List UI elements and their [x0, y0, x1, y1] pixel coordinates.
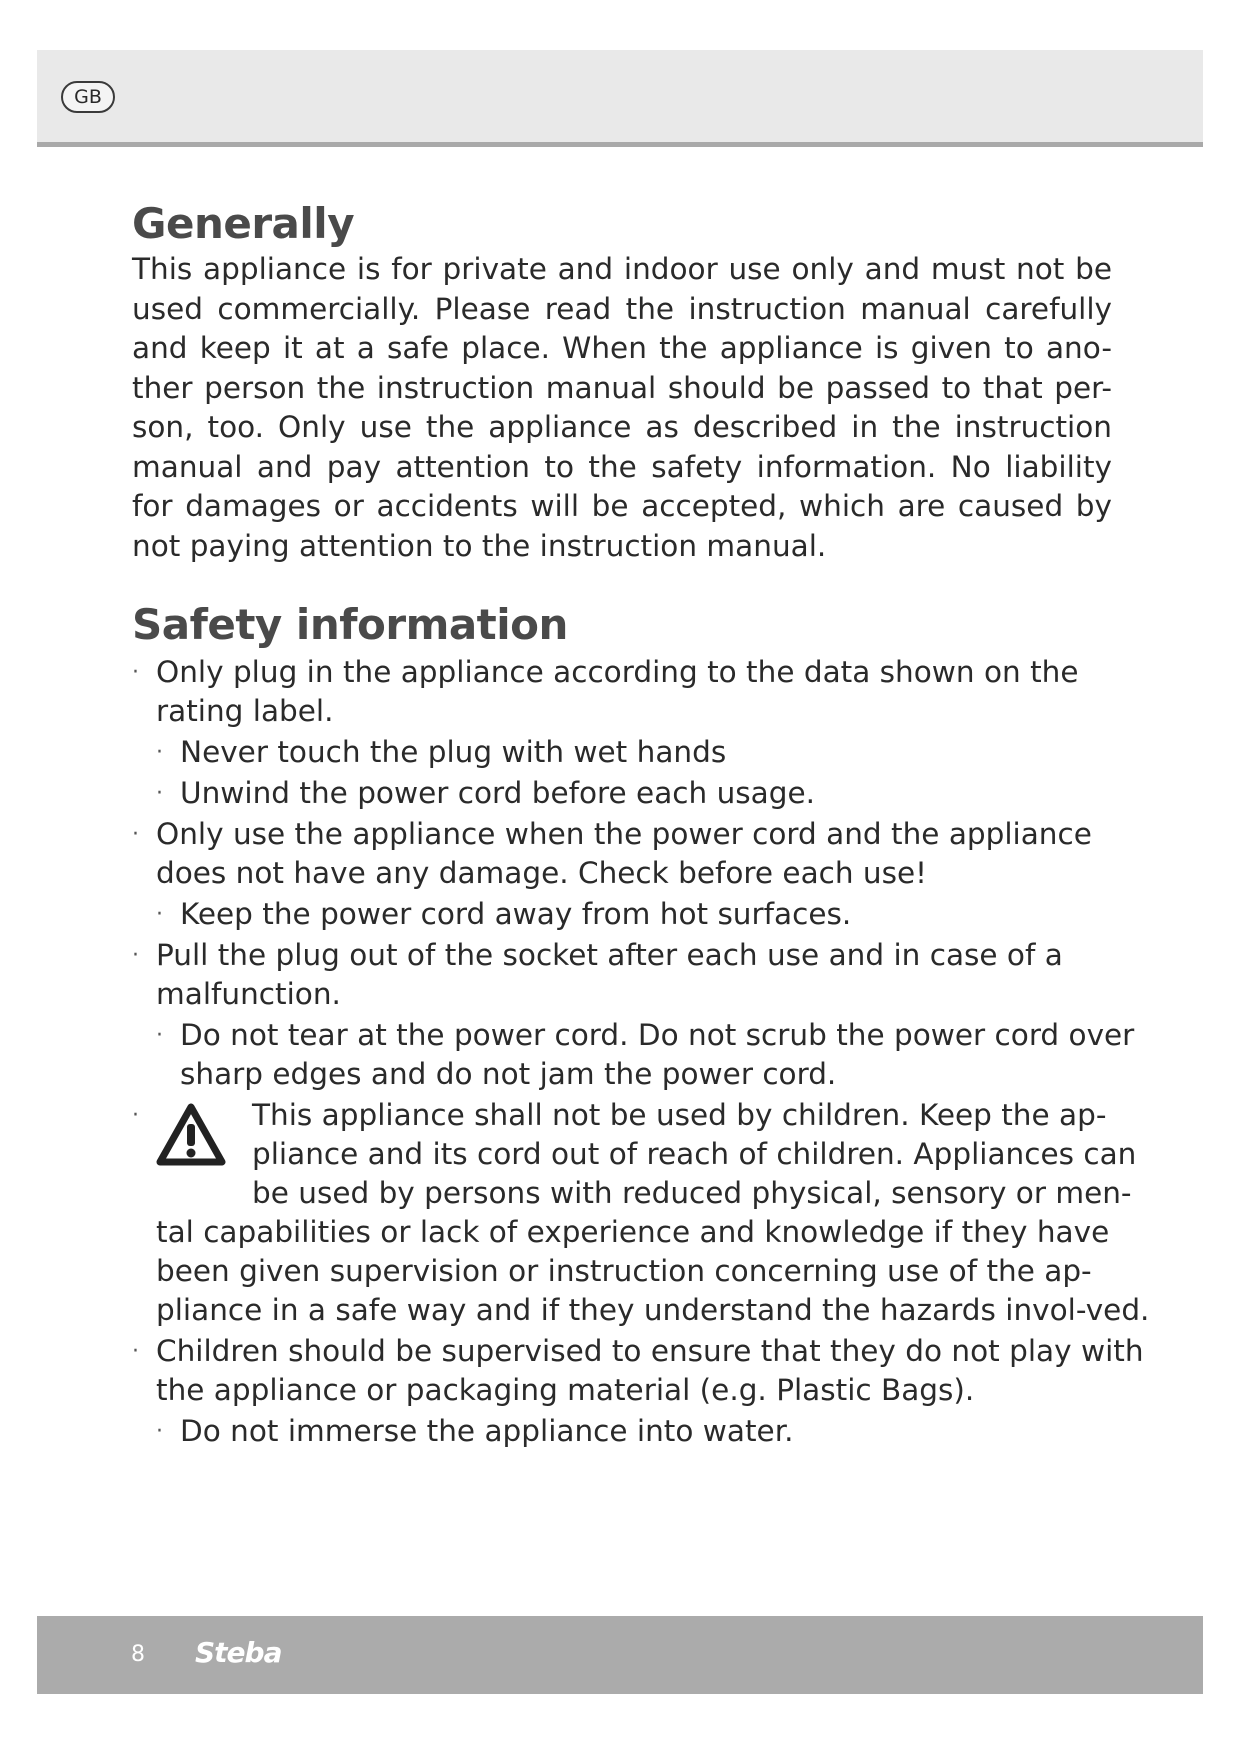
list-item: · Do not tear at the power cord. Do not scrub the power cord over sharp edges and do not jam the power cord.: [156, 1018, 1135, 1091]
list-item: · Pull the plug out of the socket after each use and in case of a malfunction.: [132, 938, 1063, 1011]
list-item: · Unwind the power cord before each usage.: [156, 776, 815, 810]
footer-band: [37, 1616, 1203, 1694]
header-band: [37, 50, 1203, 147]
brand-logo: Steba: [195, 1636, 282, 1669]
list-item: · Only plug in the appliance according to the data shown on the rating label.: [132, 655, 1079, 728]
list-item: · Never touch the plug with wet hands: [156, 735, 727, 769]
list-item: · Do not immerse the appliance into water.: [156, 1414, 794, 1448]
list-item-warning: · This appliance shall not be used by children. Keep the ap-pliance and its cord out of reach of children. Appliances can be used by persons with reduced physical, sensory or men-tal capabilities or lack of experience and knowledge if they have been given supervision or instruction concerning use of the ap-pliance in a safe way and if they understand the hazards invol-ved.: [132, 1098, 1150, 1327]
generally-paragraph: This appliance is for private and indoor use only and must not be used commercially. Please read the instruction manual carefully and keep it at a safe place. When the appliance is given to ano-ther person the instruction manual should be passed to that per-son, too. Only use the appliance as described in the instruction manual and pay attention to the safety information. No liability for damages or accidents will be accepted, which are caused by not paying attention to the instruction manual.: [132, 252, 1112, 563]
page-number: 8: [131, 1642, 145, 1667]
list-item: · Only use the appliance when the power cord and the appliance does not have any damage. Check before each use!: [132, 817, 1092, 890]
section-title-generally: Generally: [132, 199, 355, 248]
list-item: · Keep the power cord away from hot surfaces.: [156, 897, 852, 931]
page-content: [132, 198, 1150, 1453]
language-badge: GB: [61, 81, 115, 113]
section-title-safety: Safety information: [132, 600, 568, 649]
safety-list: [132, 653, 1150, 1451]
list-item: · Children should be supervised to ensure that they do not play with the appliance or packaging material (e.g. Plastic Bags).: [132, 1334, 1144, 1407]
warning-triangle-icon: [156, 1098, 238, 1178]
